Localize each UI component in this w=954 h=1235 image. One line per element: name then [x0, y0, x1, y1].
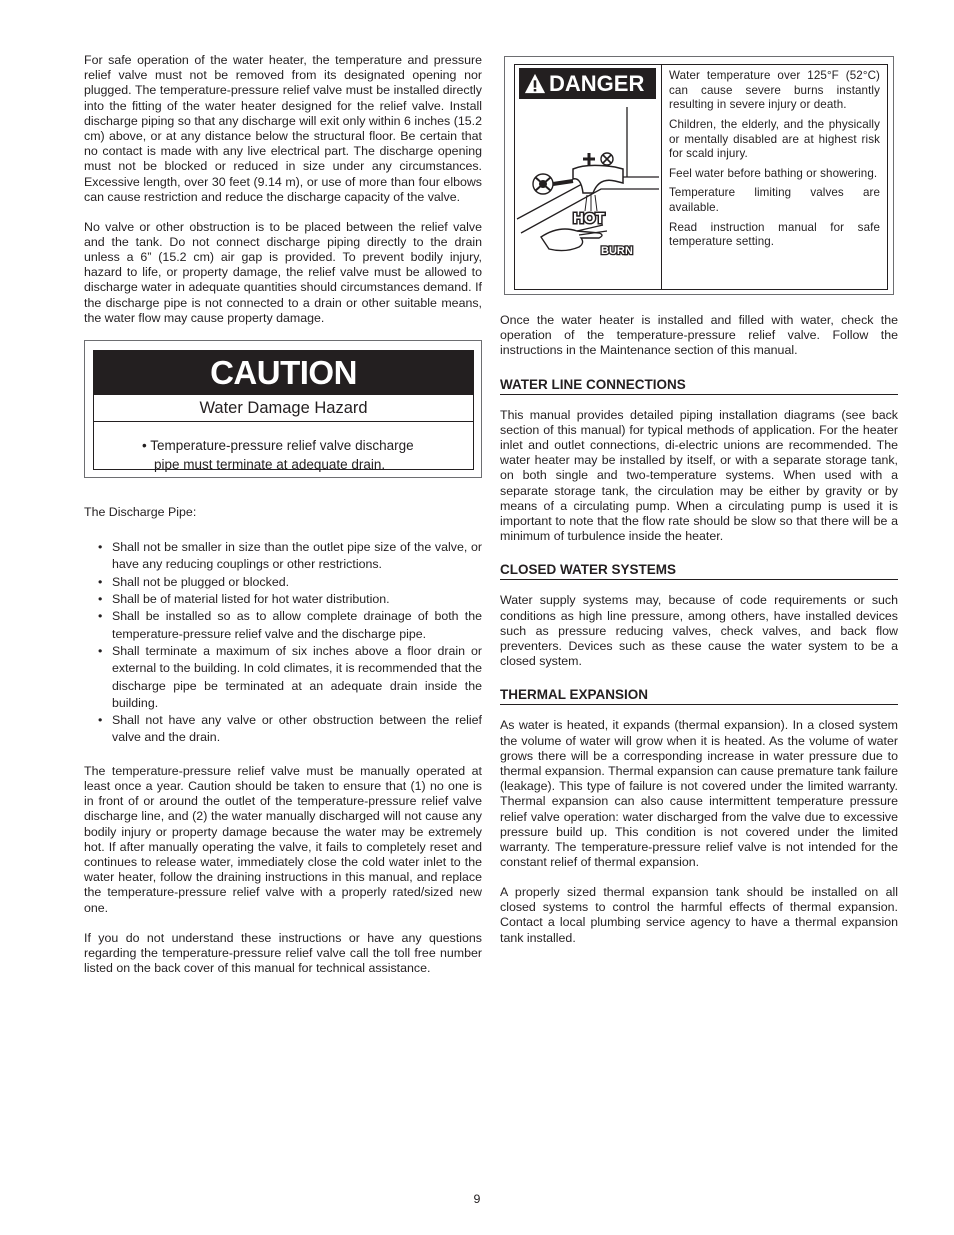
page-number: 9: [473, 1192, 481, 1206]
hot-label: HOT: [573, 210, 605, 227]
check-operation-paragraph: Once the water heater is installed and filled with water, check the operation of the temperature-pressure relief valve. Follow the instructions in the Maintenance section of this manual.: [500, 313, 898, 358]
danger-item: Feel water before bathing or showering.: [669, 166, 878, 180]
caution-box: [84, 340, 482, 478]
danger-item: Read instruction manual for safe temperature setting.: [669, 220, 880, 249]
list-item: • Shall be of material listed for hot water distribution.: [84, 591, 482, 608]
expansion-tank-paragraph: A properly sized thermal expansion tank should be installed on all closed systems to control the harmful effects of thermal expansion. Contact a local plumbing service agency to have a thermal expansion tank installed.: [500, 884, 898, 945]
danger-label: DANGER: [519, 68, 656, 99]
assistance-paragraph: If you do not understand these instructions or have any questions regarding the temperature-pressure relief valve call the toll free number listed on the back cover of this manual for technical assistance.: [84, 930, 482, 976]
list-item: • Shall be installed so as to allow complete drainage of both the temperature-pressure relief valve and the discharge pipe.: [84, 608, 482, 643]
danger-item: Children, the elderly, and the physically or mentally disabled are at highest risk for scald injury.: [669, 117, 880, 161]
danger-item: Water temperature over 125°F (52°C) can cause severe burns instantly resulting in severe injury or death.: [669, 69, 880, 112]
list-item: • Shall not have any valve or other obstruction between the relief valve and the drain.: [84, 712, 482, 747]
danger-item: Temperature limiting valves are available.: [669, 186, 880, 215]
water-line-connections-heading: WATER LINE CONNECTIONS: [500, 376, 898, 395]
caution-title: CAUTION: [94, 351, 473, 395]
warning-triangle-icon: [524, 73, 546, 95]
closed-systems-paragraph: Water supply systems may, because of code requirements or such conditions as high line pressure, among others, have installed devices such as pressure reducing valves, check valves, and back flow preventers. Devices such as these cause the water system to be a closed system.: [500, 593, 898, 669]
water-line-paragraph: This manual provides detailed piping installation diagrams (see back section of this manual) for typical methods of application. For the heater inlet and outlet connections, di-electric unions are recommended. The water heater may be installed by itself, or with a separate storage tank, on both single and two-temperature systems. When used with a separate storage tank, the circulation may be either by gravity or by means of a circulating pump. When a circulating pump is used it is important to note that the flow rate should be slow so that there will be a minimum of turbulence inside the heater.: [500, 407, 898, 544]
list-item: • Shall not be plugged or blocked.: [84, 574, 482, 591]
danger-illustration-panel: [515, 65, 662, 289]
discharge-pipe-list: [84, 539, 482, 747]
closed-water-systems-heading: CLOSED WATER SYSTEMS: [500, 561, 898, 580]
obstruction-paragraph: No valve or other obstruction is to be placed between the relief valve and the tank. Do not connect discharge piping directly to the drain unless a 6” (15.2 cm) air gap is provided. To prevent bodily injury, hazard to life, or property damage, the relief valve must be allowed to discharge water in adequate quantities should circumstances demand. If the discharge pipe is not connected to a drain or other suitable means, the water flow may cause property damage.: [84, 219, 482, 325]
manual-operation-paragraph: The temperature-pressure relief valve must be manually operated at least once a year. Caution should be taken to ensure that (1) no one is in front of or around the outlet of the temperature-pressure relief valve discharge line, and (2) the water manually discharged will not cause any bodily injury or property damage because the water may be extremely hot. If after manually operating the valve, it fails to completely reset and continues to release water, immediately close the cold water inlet to the water heater, follow the draining instructions in this manual, and replace the temperature-pressure relief valve with a properly rated/sized new one.: [84, 763, 482, 915]
list-item: • Shall not be smaller in size than the outlet pipe size of the valve, or have any reducing couplings or other restrictions.: [84, 539, 482, 574]
danger-box: [504, 56, 894, 295]
caution-line-1: • Temperature-pressure relief valve discharge: [142, 437, 414, 453]
relief-valve-paragraph: For safe operation of the water heater, the temperature and pressure relief valve must not be removed from its designated opening nor plugged. The temperature-pressure relief valve must be installed directly into the fitting of the water heater designed for the relief valve. Install discharge piping so that any discharge will exit only within 6 inches (15.2 cm) above, or at any distance below the structural floor. Be certain that no contact is made with any live electrical part. The discharge opening must not be blocked or reduced in size under any circumstances. Excessive length, over 30 feet (9.14 m), or use of more than four elbows can cause restriction and reduce the discharge capacity of the valve.: [84, 53, 482, 204]
thermal-expansion-paragraph: As water is heated, it expands (thermal expansion). In a closed system the volume of water will grow when it is heated. As the volume of water grows there will be a corresponding increase in water pressure due to thermal expansion. Thermal expansion can cause premature tank failure (leakage). This type of failure is not covered under the limited warranty. Thermal expansion can also cause intermittent temperature pressure relief valve operation: water discharged from the valve due to excessive pressure build up. This condition is not covered under the limited warranty. The temperature-pressure relief valve is not intended for the constant relief of thermal expansion.: [500, 718, 898, 870]
caution-message: [94, 422, 473, 474]
discharge-pipe-title: The Discharge Pipe:: [84, 504, 197, 519]
burn-label: BURN: [601, 245, 633, 257]
caution-subtitle: Water Damage Hazard: [94, 395, 473, 422]
scald-faucet-icon: [515, 107, 659, 267]
caution-line-2: pipe must terminate at adequate drain.: [154, 456, 386, 472]
list-item: • Shall terminate a maximum of six inches above a floor drain or external to the building. In cold climates, it is recommended that the discharge pipe be terminated at an adequate drain inside the building.: [84, 643, 482, 712]
left-column: [84, 53, 482, 976]
thermal-expansion-heading: THERMAL EXPANSION: [500, 686, 898, 705]
danger-messages: [662, 65, 887, 289]
right-column: [500, 56, 898, 946]
